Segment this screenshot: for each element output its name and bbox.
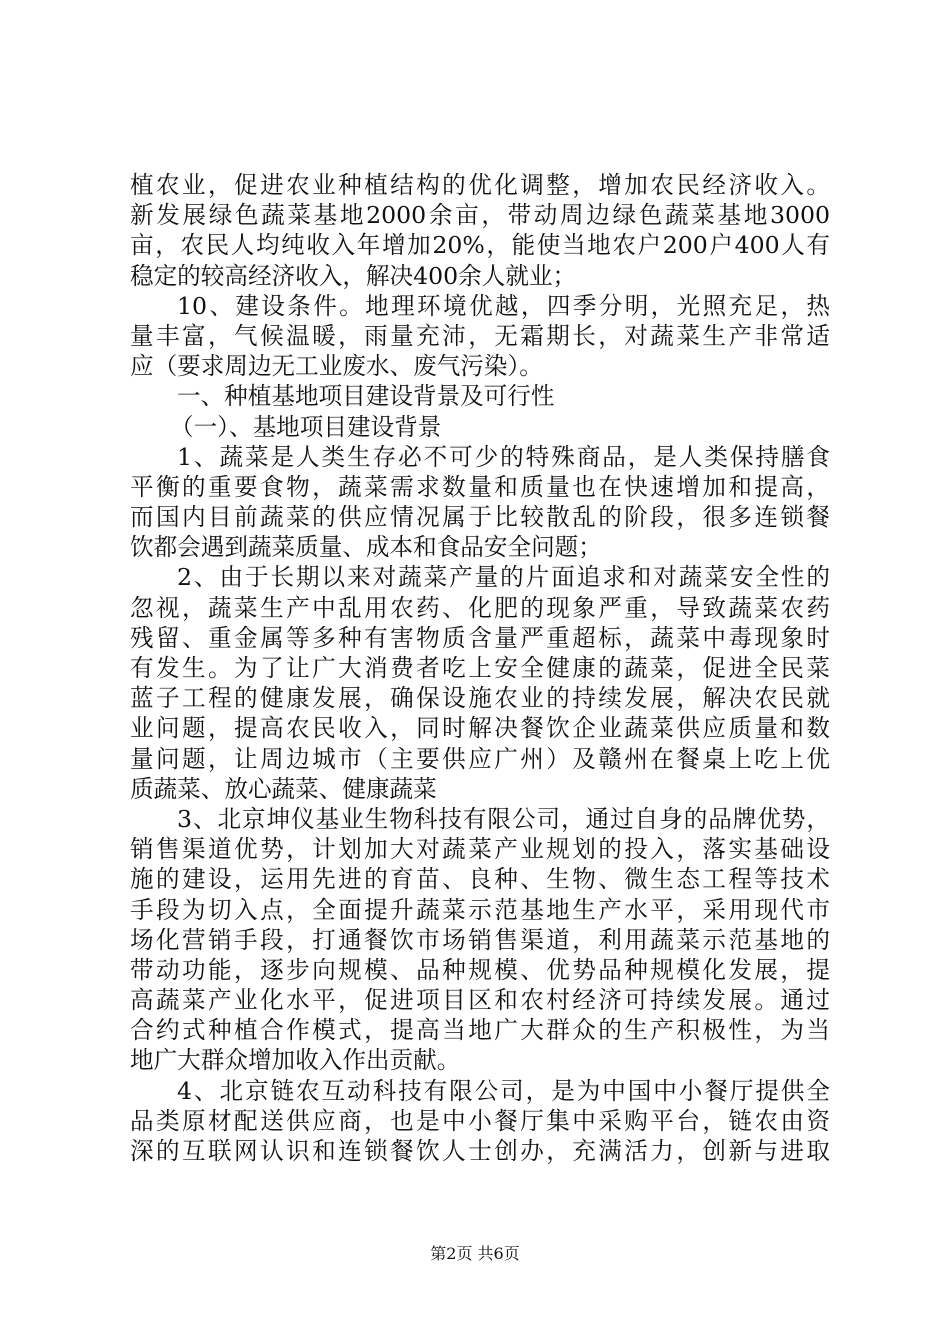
text-line: 植农业，促进农业种植结构的优化调整，增加农民经济收入。 — [130, 171, 830, 199]
text-line: 而国内目前蔬菜的供应情况属于比较散乱的阶段，很多连锁餐 — [130, 503, 830, 532]
text-line: 有发生。为了让广大消费者吃上安全健康的蔬菜，促进全民菜 — [130, 654, 830, 682]
text-line: 合约式种植合作模式，提高当地广大群众的生产积极性，为当 — [130, 1016, 830, 1045]
text-line: 手段为切入点，全面提升蔬菜示范基地生产水平，采用现代市 — [130, 895, 830, 924]
text-line: 新发展绿色蔬菜基地2000余亩，带动周边绿色蔬菜基地3000 — [130, 201, 830, 230]
text-line: 应（要求周边无工业废水、废气污染）。 — [130, 352, 543, 381]
text-line: 场化营销手段，打通餐饮市场销售渠道，利用蔬菜示范基地的 — [130, 925, 830, 954]
text-line: 3、北京坤仪基业生物科技有限公司，通过自身的品牌优势， — [177, 804, 830, 833]
text-line: 销售渠道优势，计划加大对蔬菜产业规划的投入，落实基础设 — [130, 835, 830, 864]
text-line: 深的互联网认识和连锁餐饮人士创办，充满活力，创新与进取 — [130, 1137, 830, 1165]
text-line: 品类原材配送供应商，也是中小餐厅集中采购平台，链农由资 — [130, 1106, 830, 1135]
text-line: 忽视，蔬菜生产中乱用农药、化肥的现象严重，导致蔬菜农药 — [130, 593, 830, 622]
text-line: 量问题，让周边城市（主要供应广州）及赣州在餐桌上吃上优 — [130, 744, 830, 773]
text-line: 质蔬菜、放心蔬菜、健康蔬菜 — [130, 774, 437, 803]
text-line: 10、建设条件。地理环境优越，四季分明，光照充足，热 — [177, 291, 830, 320]
text-line: 残留、重金属等多种有害物质含量严重超标，蔬菜中毒现象时 — [130, 623, 830, 652]
subsection-heading: （一）、基地项目建设背景 — [170, 412, 442, 441]
text-line: 饮都会遇到蔬菜质量、成本和食品安全问题； — [130, 533, 602, 562]
text-line: 1、蔬菜是人类生存必不可少的特殊商品，是人类保持膳食 — [177, 442, 830, 471]
text-line: 蓝子工程的健康发展，确保设施农业的持续发展，解决农民就 — [130, 684, 830, 713]
text-line: 量丰富，气候温暖，雨量充沛，无霜期长，对蔬菜生产非常适 — [130, 321, 830, 350]
text-line: 2、由于长期以来对蔬菜产量的片面追求和对蔬菜安全性的 — [177, 563, 830, 592]
section-heading: 一、种植基地项目建设背景及可行性 — [177, 382, 555, 411]
text-line: 带动功能，逐步向规模、品种规模、优势品种规模化发展，提 — [130, 955, 830, 984]
text-line: 亩，农民人均纯收入年增加20%，能使当地农户200户400人有 — [130, 231, 830, 260]
text-line: 高蔬菜产业化水平，促进项目区和农村经济可持续发展。通过 — [130, 986, 830, 1015]
document-body — [130, 170, 830, 1166]
page-number-footer: 第2页 共6页 — [430, 1244, 520, 1263]
text-line: 施的建设，运用先进的育苗、良种、生物、微生态工程等技术 — [130, 865, 830, 894]
text-line: 地广大群众增加收入作出贡献。 — [130, 1046, 461, 1075]
text-line: 稳定的较高经济收入，解决400余人就业； — [130, 261, 577, 290]
text-line: 4、北京链农互动科技有限公司，是为中国中小餐厅提供全 — [177, 1076, 830, 1105]
text-line: 业问题，提高农民收入，同时解决餐饮企业蔬菜供应质量和数 — [130, 714, 830, 743]
text-line: 平衡的重要食物，蔬菜需求数量和质量也在快速增加和提高， — [130, 472, 830, 501]
